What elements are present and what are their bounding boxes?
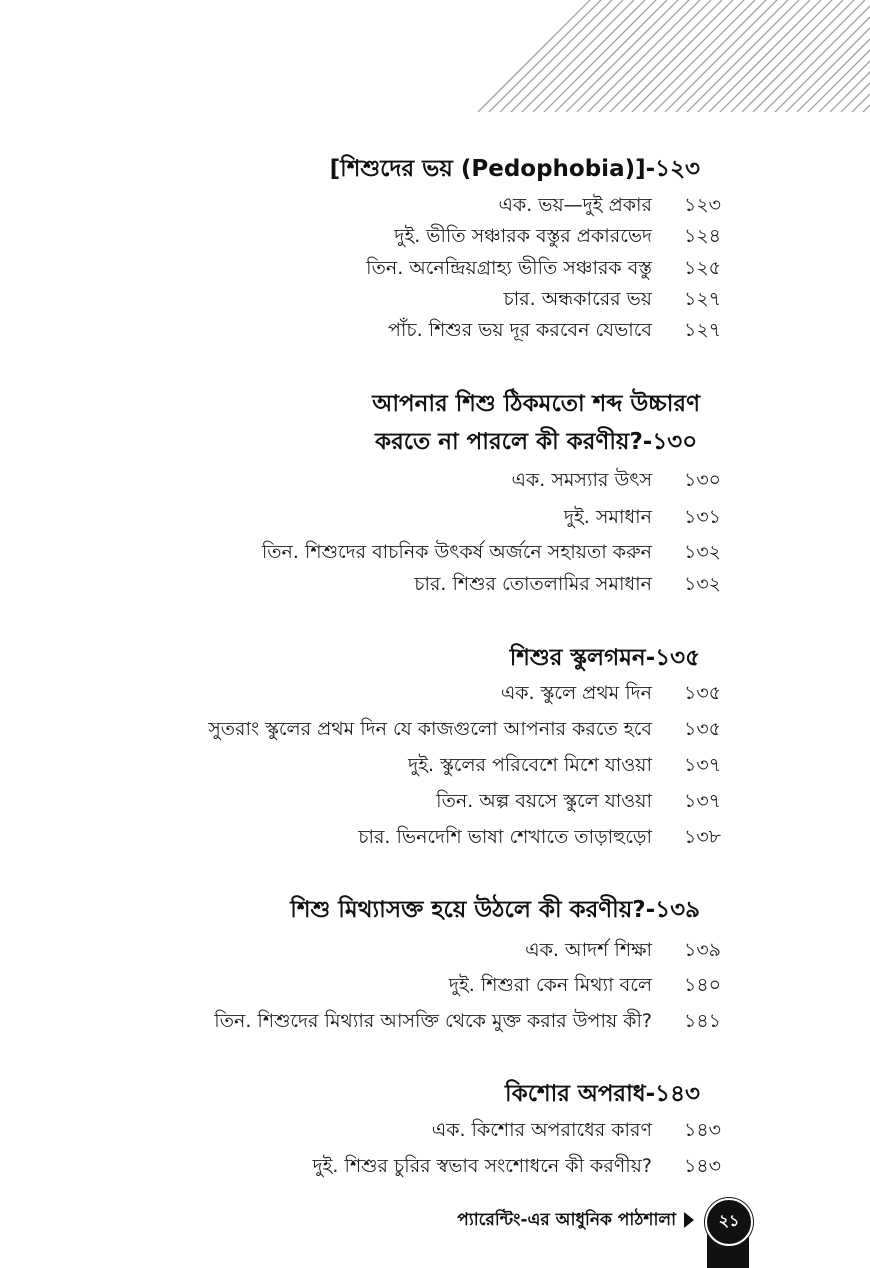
entry-page: ১২৭ — [684, 319, 722, 341]
toc-entry[interactable] — [0, 820, 870, 854]
entry-label: দুই. ভীতি সঞ্চারক বস্তুর প্রকারভেদ — [394, 225, 652, 247]
entry-label: দুই. সমাধান — [563, 506, 652, 528]
entry-page: ১২৭ — [684, 288, 722, 310]
entry-label: এক. সমস্যার উৎস — [511, 469, 652, 491]
entry-label: দুই. শিশুর চুরির স্বভাব সংশোধনে কী করণীয়? — [312, 1155, 652, 1177]
entry-page: ১৪১ — [684, 1010, 721, 1032]
toc-entry[interactable] — [0, 282, 870, 316]
toc-entry[interactable] — [0, 313, 870, 347]
entry-label: চার. শিশুর তোতলামির সমাধান — [414, 573, 652, 595]
section-title: শিশু মিথ্যাসক্ত হয়ে উঠলে কী করণীয়?-১৩৯ — [290, 897, 700, 923]
section-heading-3 — [510, 639, 700, 677]
toc-entry[interactable] — [0, 968, 870, 1002]
entry-page: ১৩২ — [684, 573, 722, 595]
entry-page: ১৩০ — [684, 469, 722, 491]
play-arrow-icon — [684, 1212, 694, 1228]
toc-entry[interactable] — [0, 567, 870, 601]
entry-page: ১৩৮ — [684, 826, 722, 848]
entry-page: ১৩৫ — [684, 718, 722, 740]
entry-page: ১৩৭ — [684, 754, 722, 776]
entry-label: এক. স্কুলে প্রথম দিন — [500, 682, 652, 704]
toc-entry[interactable] — [0, 676, 870, 710]
entry-label: তিন. শিশুদের বাচনিক উৎকর্ষ অর্জনে সহায়তা করুন — [261, 541, 652, 563]
entry-label: চার. ভিনদেশি ভাষা শেখাতে তাড়াহুড়ো — [358, 826, 652, 848]
entry-label: চার. অন্ধকারের ভয় — [503, 288, 652, 310]
entry-page: ১২৫ — [684, 257, 722, 279]
entry-page: ১৩২ — [684, 541, 722, 563]
entry-page: ১৪৩ — [684, 1155, 722, 1177]
toc-entry[interactable] — [0, 251, 870, 285]
toc-entry[interactable] — [0, 748, 870, 782]
entry-page: ১৪০ — [684, 974, 722, 996]
section-title: [শিশুদের ভয় (Pedophobia)]-১২৩ — [329, 156, 700, 182]
section-heading-2 — [372, 385, 700, 461]
entry-label: পাঁচ. শিশুর ভয় দূর করবেন যেভাবে — [388, 319, 652, 341]
entry-page: ১৩৭ — [684, 790, 722, 812]
toc-entry[interactable] — [0, 784, 870, 818]
toc-entry[interactable] — [0, 463, 870, 497]
entry-page: ১৪৩ — [684, 1119, 722, 1141]
entry-label: এক. আদর্শ শিক্ষা — [525, 939, 652, 961]
entry-label: তিন. শিশুদের মিথ্যার আসক্তি থেকে মুক্ত করার উপায় কী? — [214, 1010, 652, 1032]
toc-entry[interactable] — [0, 188, 870, 222]
running-footer-title: প্যারেন্টিং-এর আধুনিক পাঠশালা — [457, 1210, 676, 1230]
entry-label: এক. ভয়—দুই প্রকার — [498, 194, 652, 216]
entry-label: দুই. শিশুরা কেন মিথ্যা বলে — [448, 974, 652, 996]
entry-label: এক. কিশোর অপরাধের কারণ — [431, 1119, 652, 1141]
section-heading-4 — [290, 891, 700, 929]
toc-entry[interactable] — [0, 1004, 870, 1038]
entry-label: সুতরাং স্কুলের প্রথম দিন যে কাজগুলো আপনার করতে হবে — [208, 718, 652, 740]
entry-label: দুই. স্কুলের পরিবেশে মিশে যাওয়া — [408, 754, 652, 776]
entry-label: তিন. অনেন্দ্রিয়গ্রাহ্য ভীতি সঞ্চারক বস্তু — [366, 257, 652, 279]
page-number: ২১ — [718, 1211, 740, 1230]
toc-entry[interactable] — [0, 933, 870, 967]
entry-page: ১৩৯ — [684, 939, 722, 961]
section-title: শিশুর স্কুলগমন-১৩৫ — [509, 645, 700, 671]
toc-entry[interactable] — [0, 712, 870, 746]
entry-label: তিন. অল্প বয়সে স্কুলে যাওয়া — [436, 790, 652, 812]
toc-entry[interactable] — [0, 500, 870, 534]
entry-page: ১৩৫ — [684, 682, 722, 704]
section-heading-5 — [505, 1075, 700, 1113]
section-title: আপনার শিশু ঠিকমতো শব্দ উচ্চারণ — [372, 391, 700, 417]
entry-page: ১২৪ — [684, 225, 722, 247]
toc-entry[interactable] — [0, 1113, 870, 1147]
toc-entry[interactable] — [0, 1149, 870, 1183]
entry-page: ১৩১ — [684, 506, 722, 528]
toc-entry[interactable] — [0, 535, 870, 569]
section-heading-1 — [330, 150, 700, 188]
toc-entry[interactable] — [0, 219, 870, 253]
entry-page: ১২৩ — [684, 194, 722, 216]
section-title: কিশোর অপরাধ-১৪৩ — [505, 1081, 700, 1107]
section-title: করতে না পারলে কী করণীয়?-১৩০ — [375, 429, 698, 455]
